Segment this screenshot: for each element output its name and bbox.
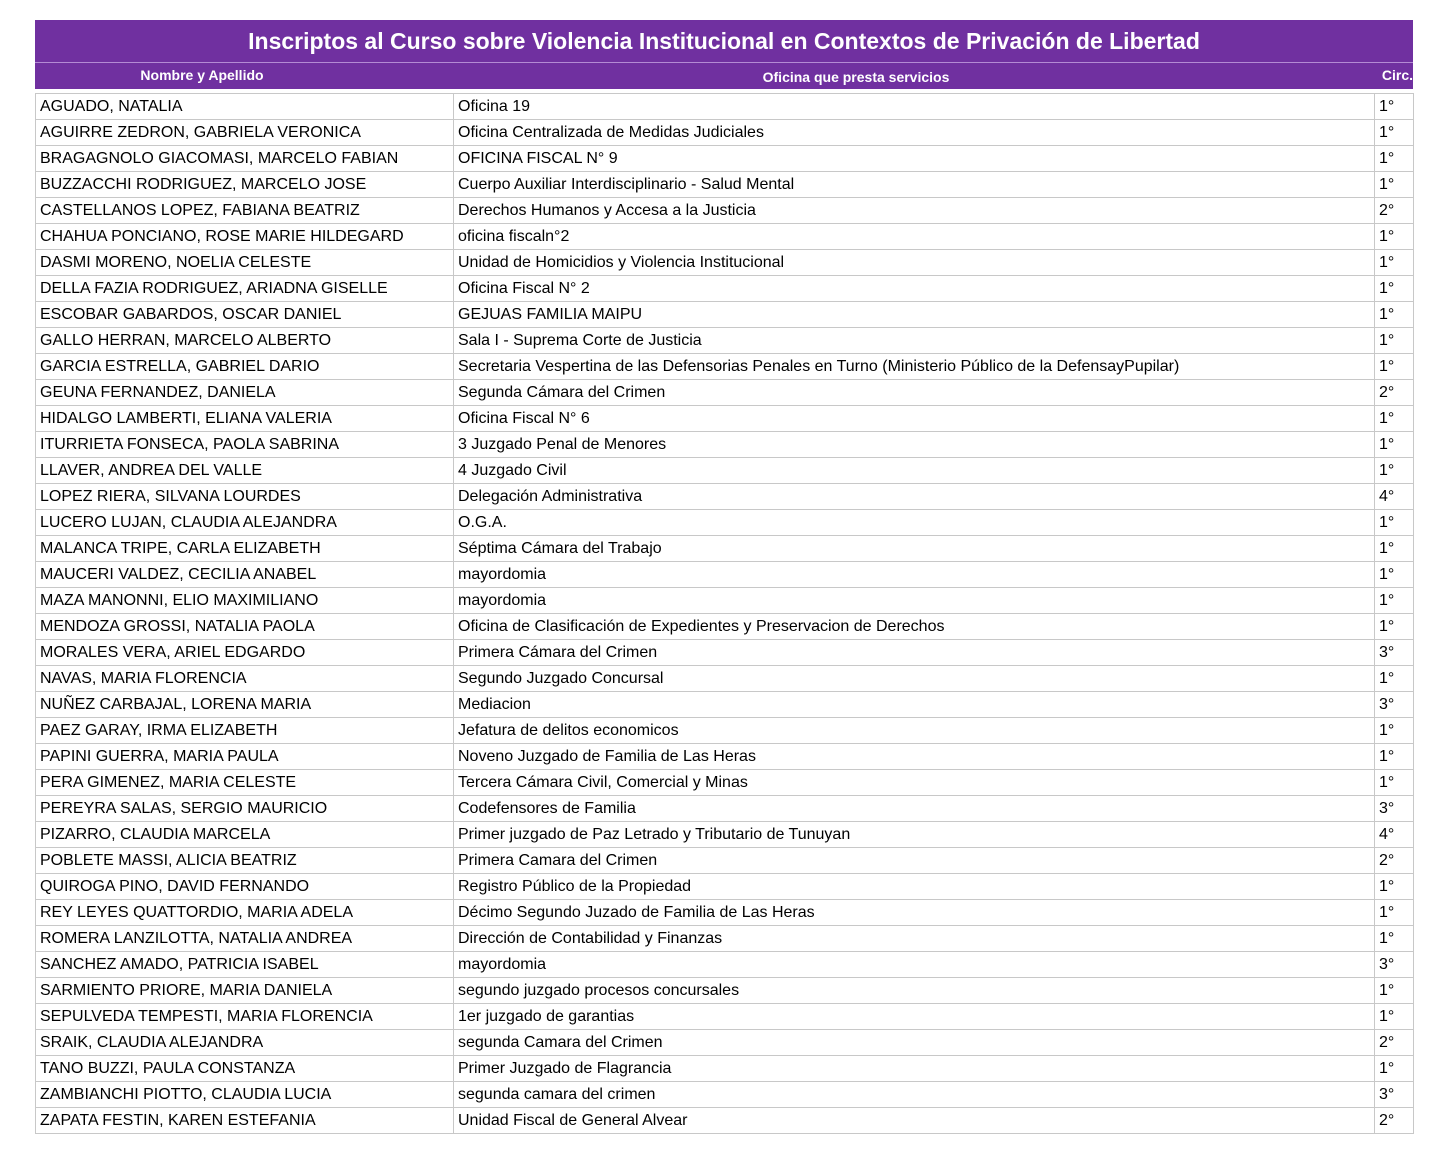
table-row: [36, 328, 1414, 354]
cell-office: Oficina de Clasificación de Expedientes y Preservacion de Derechos: [454, 614, 1375, 640]
cell-circ: 2°: [1375, 1108, 1414, 1134]
cell-name: NAVAS, MARIA FLORENCIA: [36, 666, 454, 692]
cell-office: 4 Juzgado Civil: [454, 458, 1375, 484]
cell-name: GARCIA ESTRELLA, GABRIEL DARIO: [36, 354, 454, 380]
cell-office: Oficina Fiscal N° 6: [454, 406, 1375, 432]
header-office: Oficina que presta servicios: [762, 69, 950, 85]
cell-office: Segunda Cámara del Crimen: [454, 380, 1375, 406]
cell-circ: 1°: [1375, 770, 1414, 796]
table-row: [36, 536, 1414, 562]
cell-office: Noveno Juzgado de Familia de Las Heras: [454, 744, 1375, 770]
cell-name: ZAMBIANCHI PIOTTO, CLAUDIA LUCIA: [36, 1082, 454, 1108]
cell-circ: 1°: [1375, 94, 1414, 120]
cell-circ: 1°: [1375, 874, 1414, 900]
cell-name: POBLETE MASSI, ALICIA BEATRIZ: [36, 848, 454, 874]
enrollment-table: [35, 93, 1414, 1134]
table-row: [36, 900, 1414, 926]
cell-name: ITURRIETA FONSECA, PAOLA SABRINA: [36, 432, 454, 458]
cell-circ: 3°: [1375, 692, 1414, 718]
cell-circ: 1°: [1375, 224, 1414, 250]
cell-office: Décimo Segundo Juzado de Familia de Las Heras: [454, 900, 1375, 926]
table-row: [36, 1004, 1414, 1030]
cell-name: SRAIK, CLAUDIA ALEJANDRA: [36, 1030, 454, 1056]
table-row: [36, 1056, 1414, 1082]
table-row: [36, 952, 1414, 978]
cell-office: Secretaria Vespertina de las Defensorias Penales en Turno (Ministerio Público de la DefensayPupilar): [454, 354, 1375, 380]
cell-name: ZAPATA FESTIN, KAREN ESTEFANIA: [36, 1108, 454, 1134]
table-row: [36, 120, 1414, 146]
cell-circ: 1°: [1375, 276, 1414, 302]
cell-circ: 1°: [1375, 1004, 1414, 1030]
table-row: [36, 978, 1414, 1004]
cell-office: Mediacion: [454, 692, 1375, 718]
cell-circ: 1°: [1375, 354, 1414, 380]
table-row: [36, 796, 1414, 822]
table-row: [36, 1108, 1414, 1134]
table-row: [36, 588, 1414, 614]
cell-circ: 1°: [1375, 926, 1414, 952]
cell-circ: 1°: [1375, 432, 1414, 458]
cell-name: MORALES VERA, ARIEL EDGARDO: [36, 640, 454, 666]
cell-circ: 1°: [1375, 562, 1414, 588]
table-row: [36, 94, 1414, 120]
cell-office: Primera Cámara del Crimen: [454, 640, 1375, 666]
cell-name: QUIROGA PINO, DAVID FERNANDO: [36, 874, 454, 900]
cell-circ: 1°: [1375, 406, 1414, 432]
table-row: [36, 1030, 1414, 1056]
cell-office: mayordomia: [454, 562, 1375, 588]
cell-name: ROMERA LANZILOTTA, NATALIA ANDREA: [36, 926, 454, 952]
cell-name: DELLA FAZIA RODRIGUEZ, ARIADNA GISELLE: [36, 276, 454, 302]
cell-circ: 3°: [1375, 1082, 1414, 1108]
cell-name: MALANCA TRIPE, CARLA ELIZABETH: [36, 536, 454, 562]
cell-circ: 4°: [1375, 822, 1414, 848]
table-row: [36, 744, 1414, 770]
cell-name: LLAVER, ANDREA DEL VALLE: [36, 458, 454, 484]
table-body: [36, 94, 1414, 1134]
table-row: [36, 874, 1414, 900]
cell-name: PEREYRA SALAS, SERGIO MAURICIO: [36, 796, 454, 822]
table-row: [36, 198, 1414, 224]
cell-office: Derechos Humanos y Accesa a la Justicia: [454, 198, 1375, 224]
cell-office: Registro Público de la Propiedad: [454, 874, 1375, 900]
cell-office: mayordomia: [454, 588, 1375, 614]
table-row: [36, 614, 1414, 640]
table-row: [36, 692, 1414, 718]
table-row: [36, 770, 1414, 796]
cell-name: PAEZ GARAY, IRMA ELIZABETH: [36, 718, 454, 744]
cell-office: Oficina 19: [454, 94, 1375, 120]
cell-office: Sala I - Suprema Corte de Justicia: [454, 328, 1375, 354]
cell-name: PERA GIMENEZ, MARIA CELESTE: [36, 770, 454, 796]
cell-circ: 2°: [1375, 1030, 1414, 1056]
cell-name: ESCOBAR GABARDOS, OSCAR DANIEL: [36, 302, 454, 328]
table-row: [36, 640, 1414, 666]
cell-office: O.G.A.: [454, 510, 1375, 536]
enrollment-sheet: [35, 20, 1413, 1134]
table-row: [36, 484, 1414, 510]
column-header-row: [35, 63, 1413, 89]
cell-name: BUZZACCHI RODRIGUEZ, MARCELO JOSE: [36, 172, 454, 198]
cell-office: Primer juzgado de Paz Letrado y Tributario de Tunuyan: [454, 822, 1375, 848]
cell-name: DASMI MORENO, NOELIA CELESTE: [36, 250, 454, 276]
cell-circ: 1°: [1375, 172, 1414, 198]
cell-name: NUÑEZ CARBAJAL, LORENA MARIA: [36, 692, 454, 718]
cell-name: MAUCERI VALDEZ, CECILIA ANABEL: [36, 562, 454, 588]
cell-name: TANO BUZZI, PAULA CONSTANZA: [36, 1056, 454, 1082]
cell-name: LUCERO LUJAN, CLAUDIA ALEJANDRA: [36, 510, 454, 536]
cell-circ: 1°: [1375, 146, 1414, 172]
table-row: [36, 718, 1414, 744]
cell-circ: 3°: [1375, 796, 1414, 822]
table-row: [36, 848, 1414, 874]
cell-circ: 2°: [1375, 848, 1414, 874]
cell-office: Unidad Fiscal de General Alvear: [454, 1108, 1375, 1134]
table-row: [36, 406, 1414, 432]
cell-office: segundo juzgado procesos concursales: [454, 978, 1375, 1004]
cell-office: Codefensores de Familia: [454, 796, 1375, 822]
table-row: [36, 926, 1414, 952]
table-row: [36, 510, 1414, 536]
cell-office: Unidad de Homicidios y Violencia Institucional: [454, 250, 1375, 276]
cell-circ: 4°: [1375, 484, 1414, 510]
cell-circ: 1°: [1375, 536, 1414, 562]
cell-office: Oficina Fiscal N° 2: [454, 276, 1375, 302]
cell-circ: 1°: [1375, 744, 1414, 770]
cell-office: Delegación Administrativa: [454, 484, 1375, 510]
cell-circ: 1°: [1375, 328, 1414, 354]
table-row: [36, 458, 1414, 484]
cell-circ: 1°: [1375, 1056, 1414, 1082]
cell-circ: 1°: [1375, 978, 1414, 1004]
cell-office: Tercera Cámara Civil, Comercial y Minas: [454, 770, 1375, 796]
cell-circ: 2°: [1375, 198, 1414, 224]
cell-office: 3 Juzgado Penal de Menores: [454, 432, 1375, 458]
cell-name: AGUADO, NATALIA: [36, 94, 454, 120]
cell-office: GEJUAS FAMILIA MAIPU: [454, 302, 1375, 328]
document-title: Inscriptos al Curso sobre Violencia Institucional en Contextos de Privación de Libertad: [35, 20, 1413, 63]
table-row: [36, 562, 1414, 588]
table-row: [36, 354, 1414, 380]
cell-name: GALLO HERRAN, MARCELO ALBERTO: [36, 328, 454, 354]
cell-name: MENDOZA GROSSI, NATALIA PAOLA: [36, 614, 454, 640]
cell-name: BRAGAGNOLO GIACOMASI, MARCELO FABIAN: [36, 146, 454, 172]
table-row: [36, 172, 1414, 198]
cell-office: mayordomia: [454, 952, 1375, 978]
cell-circ: 1°: [1375, 666, 1414, 692]
cell-office: Oficina Centralizada de Medidas Judiciales: [454, 120, 1375, 146]
cell-circ: 1°: [1375, 302, 1414, 328]
cell-name: SEPULVEDA TEMPESTI, MARIA FLORENCIA: [36, 1004, 454, 1030]
cell-name: REY LEYES QUATTORDIO, MARIA ADELA: [36, 900, 454, 926]
cell-circ: 1°: [1375, 458, 1414, 484]
table-row: [36, 146, 1414, 172]
cell-office: Primer Juzgado de Flagrancia: [454, 1056, 1375, 1082]
cell-name: HIDALGO LAMBERTI, ELIANA VALERIA: [36, 406, 454, 432]
header-name: Nombre y Apellido: [140, 67, 264, 83]
cell-circ: 3°: [1375, 952, 1414, 978]
cell-name: SANCHEZ AMADO, PATRICIA ISABEL: [36, 952, 454, 978]
cell-office: oficina fiscaln°2: [454, 224, 1375, 250]
cell-name: CASTELLANOS LOPEZ, FABIANA BEATRIZ: [36, 198, 454, 224]
cell-name: PAPINI GUERRA, MARIA PAULA: [36, 744, 454, 770]
cell-office: Jefatura de delitos economicos: [454, 718, 1375, 744]
cell-name: CHAHUA PONCIANO, ROSE MARIE HILDEGARD: [36, 224, 454, 250]
header-circ: Circ.: [1381, 67, 1413, 83]
table-row: [36, 822, 1414, 848]
cell-circ: 2°: [1375, 380, 1414, 406]
cell-circ: 3°: [1375, 640, 1414, 666]
cell-name: LOPEZ RIERA, SILVANA LOURDES: [36, 484, 454, 510]
cell-name: SARMIENTO PRIORE, MARIA DANIELA: [36, 978, 454, 1004]
cell-office: 1er juzgado de garantias: [454, 1004, 1375, 1030]
cell-office: segunda camara del crimen: [454, 1082, 1375, 1108]
table-row: [36, 432, 1414, 458]
table-row: [36, 1082, 1414, 1108]
cell-office: Primera Camara del Crimen: [454, 848, 1375, 874]
table-row: [36, 276, 1414, 302]
cell-name: AGUIRRE ZEDRON, GABRIELA VERONICA: [36, 120, 454, 146]
cell-name: PIZARRO, CLAUDIA MARCELA: [36, 822, 454, 848]
cell-circ: 1°: [1375, 250, 1414, 276]
table-row: [36, 666, 1414, 692]
cell-office: Dirección de Contabilidad y Finanzas: [454, 926, 1375, 952]
cell-circ: 1°: [1375, 588, 1414, 614]
cell-circ: 1°: [1375, 120, 1414, 146]
cell-name: MAZA MANONNI, ELIO MAXIMILIANO: [36, 588, 454, 614]
cell-circ: 1°: [1375, 614, 1414, 640]
cell-circ: 1°: [1375, 900, 1414, 926]
cell-office: Séptima Cámara del Trabajo: [454, 536, 1375, 562]
cell-office: Segundo Juzgado Concursal: [454, 666, 1375, 692]
table-row: [36, 224, 1414, 250]
table-row: [36, 380, 1414, 406]
cell-circ: 1°: [1375, 718, 1414, 744]
table-row: [36, 302, 1414, 328]
cell-office: segunda Camara del Crimen: [454, 1030, 1375, 1056]
table-row: [36, 250, 1414, 276]
cell-name: GEUNA FERNANDEZ, DANIELA: [36, 380, 454, 406]
cell-office: Cuerpo Auxiliar Interdisciplinario - Salud Mental: [454, 172, 1375, 198]
cell-office: OFICINA FISCAL N° 9: [454, 146, 1375, 172]
cell-circ: 1°: [1375, 510, 1414, 536]
